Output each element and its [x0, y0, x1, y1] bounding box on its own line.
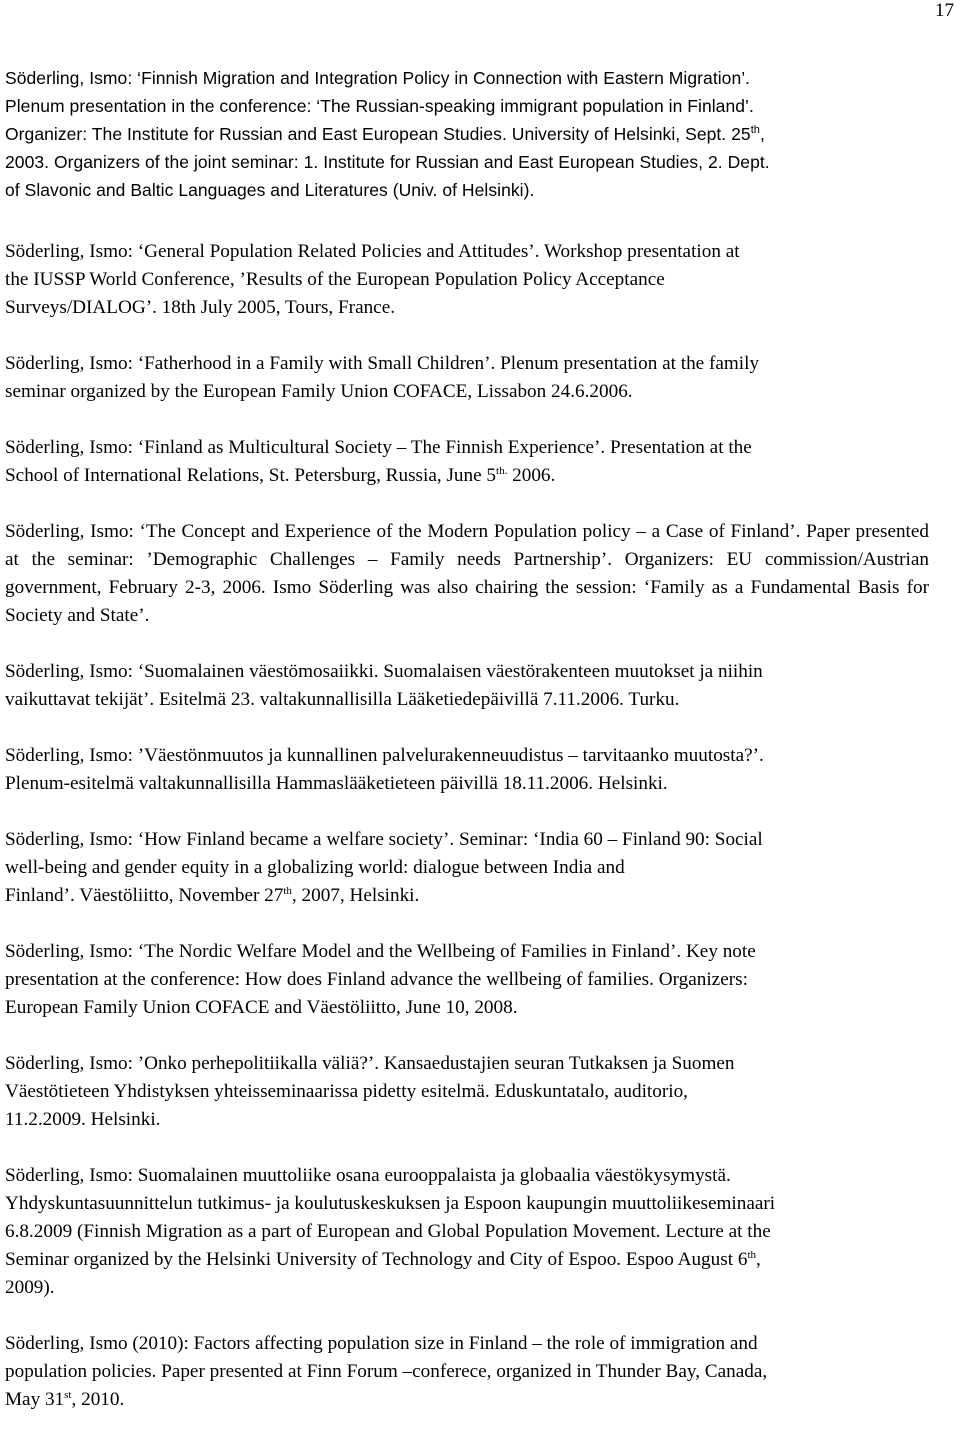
entry-line: Söderling, Ismo: Suomalainen muuttoliike osana eurooppalaista ja globaalia väestökysymystä.: [5, 1165, 731, 1186]
entry-line: Söderling, Ismo: ‘Fatherhood in a Family with Small Children’. Plenum presentation at the family: [5, 353, 760, 374]
entry-line: Söderling, Ismo (2010): Factors affecting population size in Finland – the role of immigration and: [5, 1333, 758, 1354]
entry-text: 2006.: [507, 465, 556, 486]
entry-line: [5, 882, 929, 910]
entry-line: of Slavonic and Baltic Languages and Literatures (Univ. of Helsinki).: [5, 180, 535, 200]
entry-line: European Family Union COFACE and Väestöliitto, June 10, 2008.: [5, 997, 518, 1018]
entry-line: Söderling, Ismo: ’Onko perhepolitiikalla väliä?’. Kansaedustajien seuran Tutkaksen ja Suomen: [5, 1053, 735, 1074]
publication-entry: [5, 1162, 929, 1302]
entry-line: [5, 1246, 929, 1274]
entry-line: [5, 1386, 929, 1414]
entry-line: Surveys/DIALOG’. 18th July 2005, Tours, France.: [5, 297, 396, 318]
entry-line: [5, 462, 929, 490]
entry-line: seminar organized by the European Family Union COFACE, Lissabon 24.6.2006.: [5, 381, 633, 402]
entry-line: Söderling, Ismo: ‘General Population Related Policies and Attitudes’. Workshop presentation at: [5, 241, 740, 262]
entry-line: Söderling, Ismo: ‘Finland as Multicultural Society – The Finnish Experience’. Presentation at the: [5, 437, 752, 458]
entry-line: 11.2.2009. Helsinki.: [5, 1109, 161, 1130]
entry-line: Söderling, Ismo: ‘Finnish Migration and Integration Policy in Connection with Eastern Migration’.: [5, 68, 751, 88]
entry-text: , 2007, Helsinki.: [291, 885, 420, 906]
publication-entry: [5, 64, 929, 204]
publication-entry: [5, 1330, 929, 1414]
publication-entry: [5, 350, 929, 406]
superscript: st: [64, 1389, 72, 1401]
superscript: th.: [496, 465, 508, 477]
entry-line: vaikuttavat tekijät’. Esitelmä 23. valtakunnallisilla Lääketiedepäivillä 7.11.2006. Turku.: [5, 689, 680, 710]
superscript: th: [747, 1249, 756, 1261]
publication-entry: [5, 938, 929, 1022]
entry-line: population policies. Paper presented at Finn Forum –conferece, organized in Thunder Bay, Canada,: [5, 1361, 768, 1382]
publication-entry: [5, 1050, 929, 1134]
entry-line: 2009).: [5, 1277, 55, 1298]
publication-entry: [5, 434, 929, 490]
entry-text: ,: [756, 1249, 761, 1270]
entry-text: Finland’. Väestöliitto, November 27: [5, 885, 284, 906]
document-body: [5, 64, 929, 1442]
superscript: th: [283, 885, 292, 897]
entry-line: Söderling, Ismo: ’Väestönmuutos ja kunnallinen palvelurakenneuudistus – tarvitaanko muutosta?’.: [5, 745, 764, 766]
entry-line: Plenum-esitelmä valtakunnallisilla Hammaslääketieteen päivillä 18.11.2006. Helsinki.: [5, 773, 668, 794]
publication-entry: [5, 238, 929, 322]
entry-line: presentation at the conference: How does Finland advance the wellbeing of families. Organizers:: [5, 969, 748, 990]
entry-text: School of International Relations, St. Petersburg, Russia, June 5: [5, 465, 497, 486]
entry-line: 6.8.2009 (Finnish Migration as a part of European and Global Population Movement. Lecture at the: [5, 1221, 771, 1242]
entry-line: Yhdyskuntasuunnittelun tutkimus- ja koulutuskeskuksen ja Espoon kaupungin muuttoliikeseminaari: [5, 1193, 776, 1214]
entry-line: the IUSSP World Conference, ’Results of the European Population Policy Acceptance: [5, 269, 665, 290]
entry-line: well-being and gender equity in a globalizing world: dialogue between India and: [5, 857, 625, 878]
entry-line: 2003. Organizers of the joint seminar: 1. Institute for Russian and East European Studies, 2. Dept.: [5, 152, 770, 172]
entry-line: Söderling, Ismo: ‘The Nordic Welfare Model and the Wellbeing of Families in Finland’. Key note: [5, 941, 756, 962]
entry-text: ,: [759, 124, 765, 144]
superscript: th: [750, 124, 760, 136]
publication-entry: [5, 658, 929, 714]
entry-text: Seminar organized by the Helsinki University of Technology and City of Espoo. Espoo August 6: [5, 1249, 748, 1270]
entry-line: Söderling, Ismo: ‘Suomalainen väestömosaiikki. Suomalaisen väestörakenteen muutokset ja niihin: [5, 661, 763, 682]
entry-text: Söderling, Ismo: ‘The Concept and Experience of the Modern Population policy – a Case of Finland’. Paper presented at the seminar: ’Demographic Challenges – Family needs Partnership’. Organizers: EU commission/Austrian government, February 2-3, 2006. Ismo Söderling was also chairing the session: ‘Family as a Fundamental Basis for Society and State’.: [5, 521, 929, 626]
entry-text: , 2010.: [71, 1389, 125, 1410]
entry-text: May 31: [5, 1389, 65, 1410]
page-number: 17: [935, 0, 954, 21]
publication-entry: [5, 518, 929, 630]
publication-entry: [5, 742, 929, 798]
entry-line: Söderling, Ismo: ‘How Finland became a welfare society’. Seminar: ‘India 60 – Finland 90: Social: [5, 829, 763, 850]
entry-line: [5, 120, 929, 148]
entry-line: Väestötieteen Yhdistyksen yhteisseminaarissa pidetty esitelmä. Eduskuntatalo, auditorio,: [5, 1081, 688, 1102]
publication-entry: [5, 826, 929, 910]
entry-text: Organizer: The Institute for Russian and East European Studies. University of Helsinki, Sept. 25: [5, 124, 751, 144]
entry-line: Plenum presentation in the conference: ‘The Russian-speaking immigrant population in Finland’.: [5, 96, 754, 116]
